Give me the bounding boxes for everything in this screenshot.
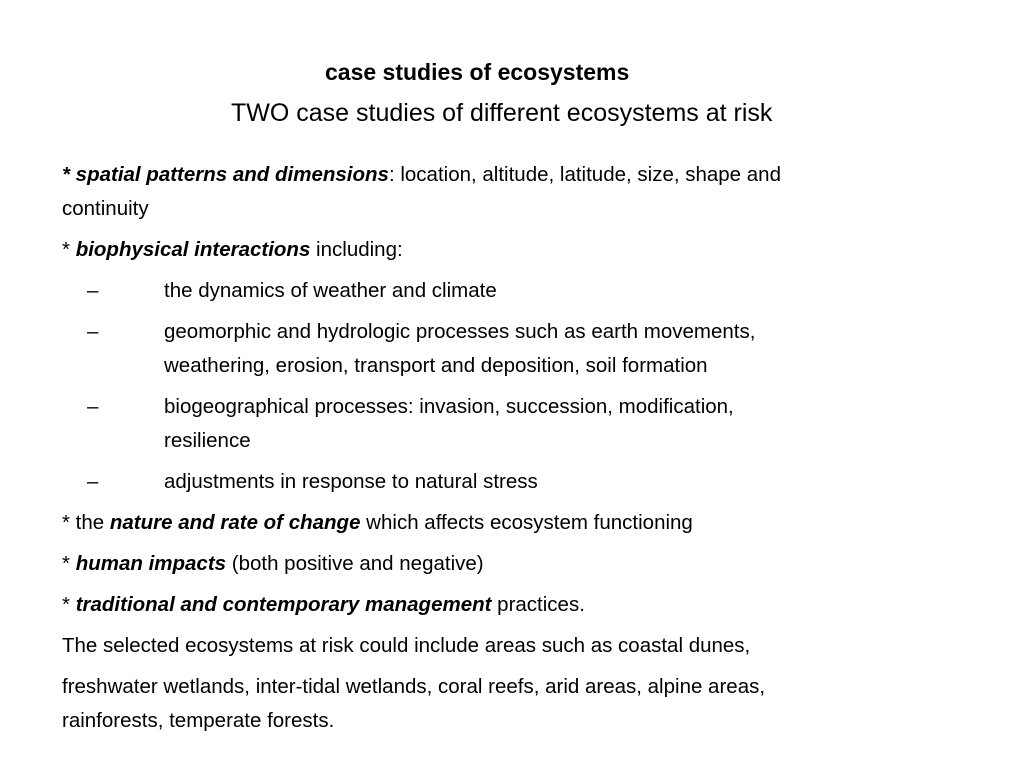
subitem-text xyxy=(164,465,982,499)
subitem-geomorphic-hydrologic xyxy=(62,315,982,383)
bullet-biophysical-prefix: * xyxy=(62,238,76,261)
subitem-line: resilience xyxy=(164,429,251,452)
subitem-biogeographical xyxy=(62,390,982,458)
bullet-traditional-text: practices. xyxy=(491,593,585,616)
subitem-adjustments xyxy=(62,465,982,499)
paragraph-freshwater-continuation: rainforests, temperate forests. xyxy=(62,709,335,732)
bullet-spatial-text: : location, altitude, latitude, size, shape and xyxy=(388,163,781,186)
slide-body xyxy=(62,158,982,745)
subitem-text xyxy=(164,390,982,458)
subitem-text xyxy=(164,274,982,308)
bullet-biophysical-text: including: xyxy=(310,238,403,261)
bullet-traditional-prefix: * xyxy=(62,593,76,616)
bullet-nature-text: which affects ecosystem functioning xyxy=(360,511,693,534)
subitem-line: adjustments in response to natural stress xyxy=(164,470,538,493)
dash-marker: – xyxy=(87,395,99,418)
bullet-traditional-emphasis: traditional and contemporary management xyxy=(75,593,492,616)
bullet-nature-rate-change xyxy=(62,506,982,540)
bullet-spatial-patterns xyxy=(62,158,982,226)
subitem-line: weathering, erosion, transport and deposition, soil formation xyxy=(164,354,708,377)
subitem-line: the dynamics of weather and climate xyxy=(164,279,497,302)
subitem-text xyxy=(164,315,982,383)
bullet-biophysical-interactions xyxy=(62,233,982,267)
bullet-traditional-management xyxy=(62,588,982,622)
paragraph-freshwater-list xyxy=(62,670,982,738)
bullet-nature-emphasis: nature and rate of change xyxy=(109,511,361,534)
paragraph-freshwater-text: freshwater wetlands, inter-tidal wetlands, coral reefs, arid areas, alpine areas, xyxy=(62,675,766,698)
bullet-biophysical-emphasis: biophysical interactions xyxy=(75,238,311,261)
bullet-spatial-emphasis: * spatial patterns and dimensions xyxy=(62,163,389,186)
paragraph-selected-ecosystems xyxy=(62,629,982,663)
bullet-spatial-continuation: continuity xyxy=(62,197,149,220)
subitem-line: biogeographical processes: invasion, succession, modification, xyxy=(164,395,734,418)
dash-marker: – xyxy=(87,470,99,493)
bullet-human-impacts xyxy=(62,547,982,581)
bullet-human-prefix: * xyxy=(62,552,76,575)
dash-marker: – xyxy=(87,279,99,302)
paragraph-selected-text: The selected ecosystems at risk could include areas such as coastal dunes, xyxy=(62,634,751,657)
subitem-line: geomorphic and hydrologic processes such as earth movements, xyxy=(164,320,756,343)
bullet-human-emphasis: human impacts xyxy=(75,552,227,575)
slide-title: case studies of ecosystems xyxy=(325,59,630,85)
subitem-weather-climate xyxy=(62,274,982,308)
dash-marker: – xyxy=(87,320,99,343)
bullet-human-text: (both positive and negative) xyxy=(226,552,484,575)
slide-subtitle: TWO case studies of different ecosystems at risk xyxy=(231,99,773,127)
bullet-nature-prefix: * the xyxy=(62,511,110,534)
